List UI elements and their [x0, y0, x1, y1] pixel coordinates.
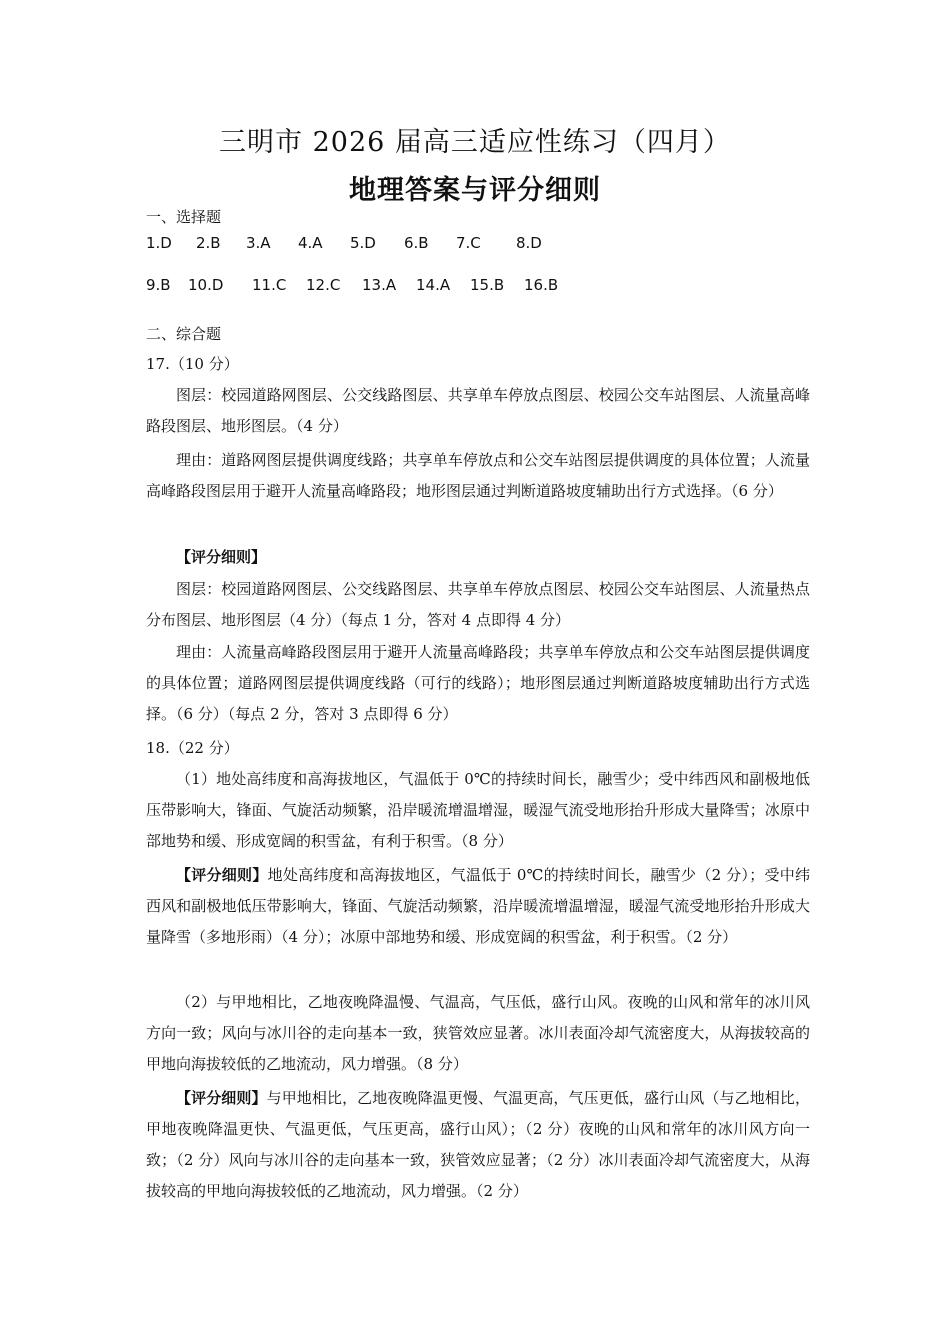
- answer-item: 8.D: [516, 234, 542, 252]
- answer-item: 5.D: [350, 234, 376, 252]
- rubric-label: 【评分细则】: [176, 866, 268, 884]
- answer-item: 11.C: [252, 276, 287, 294]
- rubric-text: 地处高纬度和高海拔地区，气温低于 0℃的持续时间长，融雪少（2 分）；受中纬西风和副极地低压带影响大，锋面、气旋活动频繁，沿岸暖流增温增湿，暖湿气流受地形抬升形成大量降雪（多地形雨）（4 分）；冰原中部地势和缓、形成宽阔的积雪盆，利于积雪。（2 分）: [146, 866, 810, 946]
- answer-item: 12.C: [306, 276, 341, 294]
- q18-rubric2: [146, 1083, 810, 1207]
- q17-reason-answer: 理由：道路网图层提供调度线路；共享单车停放点和公交车站图层提供调度的具体位置；人流量高峰路段图层用于避开人流量高峰路段；地形图层通过判断道路坡度辅助出行方式选择。（6 分）: [146, 451, 810, 500]
- q18-part2-answer: （2）与甲地相比，乙地夜晚降温慢、气温高，气压低，盛行山风。夜晚的山风和常年的冰川风方向一致；风向与冰川谷的走向基本一致，狭管效应显著。冰川表面冷却气流密度大，从海拔较高的甲地向海拔较低的乙地流动，风力增强。（8 分）: [146, 993, 810, 1073]
- answer-item: 4.A: [298, 234, 323, 252]
- answer-row-2: [146, 276, 558, 294]
- answer-item: 7.C: [456, 234, 481, 252]
- exam-title: 三明市 2026 届高三适应性练习（四月）: [219, 127, 731, 158]
- q17-rubric-layers: 图层：校园道路网图层、公交线路图层、共享单车停放点图层、校园公交车站图层、人流量热点分布图层、地形图层（4 分）（每点 1 分，答对 4 点即得 4 分）: [146, 580, 810, 629]
- q17-layers-answer: 图层：校园道路网图层、公交线路图层、共享单车停放点图层、校园公交车站图层、人流量高峰路段图层、地形图层。（4 分）: [146, 386, 810, 435]
- rubric-label: 【评分细则】: [176, 1089, 267, 1107]
- document-subtitle: 地理答案与评分细则: [349, 175, 601, 206]
- answer-item: 10.D: [188, 276, 224, 294]
- q18-rubric1: [146, 860, 810, 953]
- answer-item: 16.B: [524, 276, 559, 294]
- answer-item: 3.A: [246, 234, 271, 252]
- answer-item: 2.B: [196, 234, 221, 252]
- answer-item: 15.B: [470, 276, 505, 294]
- question-18-header: 18.（22 分）: [146, 739, 239, 757]
- question-17-header: 17.（10 分）: [146, 355, 239, 373]
- answer-item: 14.A: [416, 276, 451, 294]
- section-heading-comprehensive: 二、综合题: [146, 325, 222, 343]
- q17-rubric-reason: 理由：人流量高峰路段图层用于避开人流量高峰路段；共享单车停放点和公交车站图层提供调度的具体位置；道路网图层提供调度线路（可行的线路）；地形图层通过判断道路坡度辅助出行方式选择。（6 分）（每点 2 分，答对 3 点即得 6 分）: [146, 643, 810, 723]
- answer-item: 9.B: [146, 276, 171, 294]
- q18-part1-answer: （1）地处高纬度和高海拔地区，气温低于 0℃的持续时间长，融雪少；受中纬西风和副极地低压带影响大，锋面、气旋活动频繁，沿岸暖流增温增湿，暖湿气流受地形抬升形成大量降雪；冰原中部地势和缓、形成宽阔的积雪盆，有利于积雪。（8 分）: [146, 770, 810, 850]
- answer-item: 1.D: [146, 234, 172, 252]
- answer-row-1: [146, 234, 542, 252]
- rubric-text: 与甲地相比，乙地夜晚降温更慢、气温更高，气压更低，盛行山风（与乙地相比，甲地夜晚降温更快、气温更低，气压更高，盛行山风）；（2 分）夜晚的山风和常年的冰川风方向一致；（2 分）风向与冰川谷的走向基本一致，狭管效应显著；（2 分）冰川表面冷却气流密度大，从海拔较高的甲地向海拔较低的乙地流动，风力增强。（2 分）: [146, 1089, 810, 1200]
- q17-rubric-heading: 【评分细则】: [176, 548, 267, 566]
- section-heading-multiple-choice: 一、选择题: [146, 208, 222, 226]
- answer-item: 13.A: [362, 276, 397, 294]
- answer-item: 6.B: [404, 234, 429, 252]
